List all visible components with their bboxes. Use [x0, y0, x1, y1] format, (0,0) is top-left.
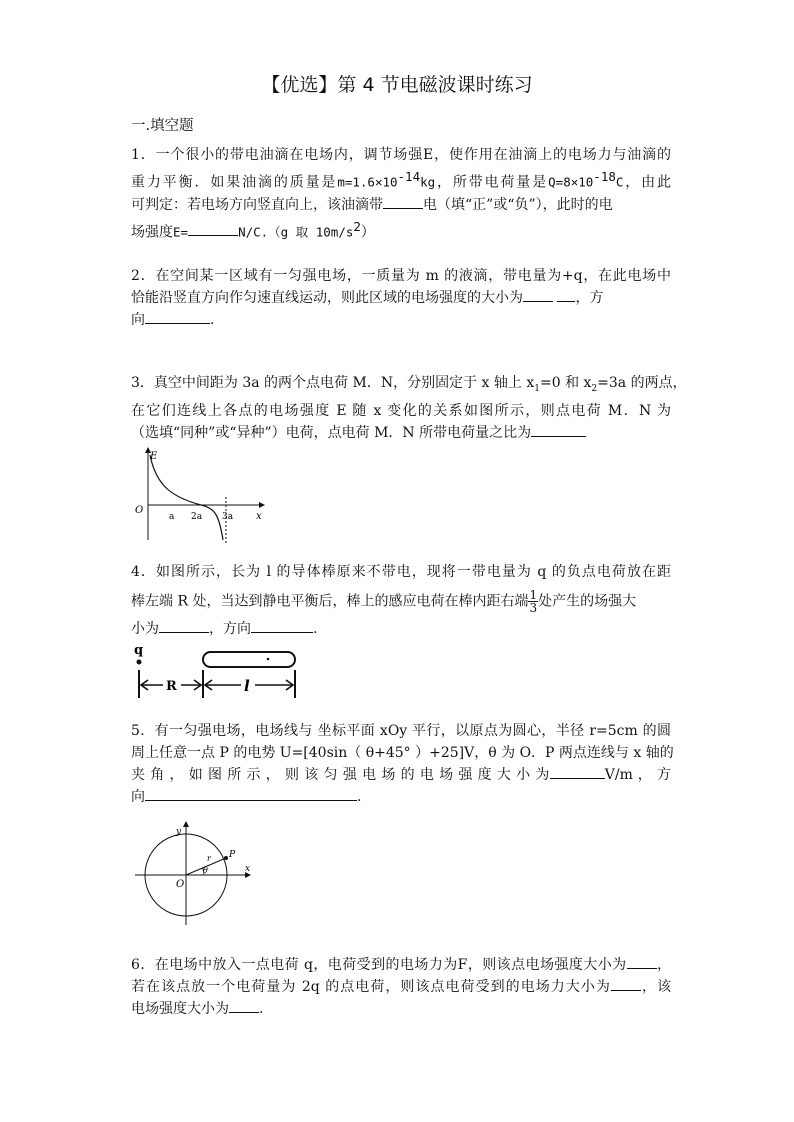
q4-line-2: [131, 589, 671, 614]
q3-text: （选填“同种”或“异种”）电荷，点电荷 M．N 所带电荷量之比为: [131, 424, 532, 441]
q3-field-curve: [150, 455, 223, 540]
q3-blank-ratio[interactable]: [531, 422, 586, 437]
q3-line-3: [131, 422, 671, 444]
q4-conductor-rod: [203, 652, 295, 667]
q5-text: V/m ， 方: [604, 767, 671, 783]
section-heading: 一.填空题: [131, 118, 194, 134]
q5-line-4: [131, 786, 671, 808]
q4-line-1: 4．如图所示，长为 l 的导体棒原来不带电，现将一带电量为 q 的负点电荷放在距: [131, 564, 671, 580]
q5-y-arrow-icon: [183, 821, 189, 827]
q4-charge-label: q: [134, 643, 144, 658]
q1-unit-exp: 2: [353, 218, 361, 234]
q2-line-2: [131, 287, 671, 309]
q4-text: ，方向: [209, 621, 251, 637]
q5-origin-label: O: [176, 879, 185, 890]
q4-point-charge: [137, 660, 142, 665]
q6-blank-force[interactable]: [611, 976, 641, 991]
q1-charge-exp: -18: [593, 169, 616, 184]
q3-x-arrow-icon: [259, 502, 265, 508]
q4-text: 处产生的场强大: [538, 593, 637, 610]
q6-text: 6．在电场中放入一点电荷 q，电荷受到的电场力为F，则该点电场强度大小为: [131, 957, 627, 973]
question-6: [131, 954, 671, 1020]
q6-text: 若在该点放一个电荷量为 2q 的点电荷，则该点电荷受到的电场力大小为: [131, 979, 611, 995]
q6-text: 电场强度大小为: [131, 1001, 229, 1017]
q1-charge: Q=8×10: [548, 174, 594, 190]
q3-sub: 1: [534, 383, 540, 394]
q5-point-p: [224, 856, 228, 860]
q3-origin-label: O: [135, 505, 144, 516]
q1-line-3: [131, 194, 671, 216]
q2-blank-magnitude-a[interactable]: [523, 287, 553, 302]
q3-text: =0 和 x: [539, 375, 592, 391]
q6-line-3: [131, 998, 671, 1020]
q1-charge-unit: C: [615, 174, 624, 190]
q4-line-3: [131, 618, 671, 640]
q3-e-x-graph: [131, 445, 271, 545]
q6-text: .: [259, 1001, 264, 1017]
q5-blank-direction[interactable]: [145, 786, 357, 801]
q5-line-1: 5．有一匀强电场，电场线与 坐标平面 xOy 平行，以原点为圆心，半径 r=5cm 的圆: [131, 723, 671, 739]
q1-unit: N/C.（g 取 10m/s: [238, 224, 354, 240]
q4-text: .: [313, 621, 318, 637]
q6-text: ，: [656, 957, 672, 973]
q3-text: 3．真空中间距为 3a 的两个点电荷 M．N，分别固定于 x 轴上 x: [131, 375, 535, 391]
q4-text: 棒左端 R 处，当达到静电平衡后，棒上的感应电荷在棒内距右端: [131, 593, 529, 610]
q3-line-2: 在它们连线上各点的电场强度 E 随 x 变化的关系如图所示，则点电荷 M．N 为: [131, 402, 671, 419]
q4-fraction: [528, 589, 538, 614]
question-2: [131, 265, 671, 331]
q4-rod-figure: [131, 640, 311, 702]
q4-frac-den: 3: [529, 601, 538, 615]
q4-blank-magnitude[interactable]: [159, 618, 209, 633]
q6-line-1: [131, 954, 671, 976]
q6-text: ，该: [640, 979, 671, 995]
q2-blank-direction[interactable]: [145, 309, 210, 324]
q1-line-2: [131, 166, 671, 194]
q1-text: 可判定：若电场方向竖直向上，该油滴带: [131, 196, 383, 213]
q1-blank-sign[interactable]: [383, 194, 423, 209]
question-1: [131, 144, 671, 243]
q2-text: 向: [131, 312, 145, 328]
question-3: [131, 372, 687, 444]
q6-blank-field[interactable]: [627, 954, 657, 969]
q5-text: .: [357, 789, 362, 805]
q3-tick-a: a: [169, 512, 175, 522]
q5-text: 夹 角 ， 如 图 所 示 ， 则 该 匀 强 电 场 的 电 场 强 度 大 小 为: [131, 767, 550, 783]
q1-text: 电（填“正”或“负”），此时的电: [423, 196, 613, 213]
q3-tick-3a: 3a: [222, 512, 234, 522]
q2-text: 恰能沿竖直方向作匀速直线运动，则此区域的电场强度的大小为: [131, 290, 523, 306]
q4-l-label: l: [244, 677, 250, 695]
q1-mass-exp: -14: [397, 169, 421, 184]
q3-text: =3a 的两点，: [597, 375, 687, 391]
q1-text: ，所带电荷量是: [435, 174, 549, 191]
q5-text: 向: [131, 789, 145, 805]
q1-line-1: 1．一个很小的带电油滴在电场内，调节场强E，使作用在油滴上的电场力与油滴的: [131, 147, 671, 163]
question-5: [131, 720, 674, 808]
q1-mass-unit: kg: [420, 174, 436, 190]
q1-text: ）: [360, 224, 375, 241]
q1-field: E=: [173, 224, 189, 240]
q1-line-4: [131, 216, 671, 244]
q2-line-3: [131, 309, 671, 331]
q5-x-label: x: [245, 864, 251, 874]
q4-blank-direction[interactable]: [251, 618, 313, 633]
q2-blank-magnitude-b[interactable]: [557, 287, 575, 302]
q3-line-1: [131, 372, 687, 400]
q1-mass: m=1.6×10: [337, 174, 398, 190]
q3-e-label: E: [150, 451, 158, 462]
q5-theta-label: θ: [203, 866, 208, 875]
q5-circle-figure: [131, 818, 256, 928]
q2-text: ，方: [575, 290, 604, 306]
q4-text: 小为: [131, 621, 159, 637]
q5-line-2: 周上任意一点 P 的电势 U=[40sin（ θ+45° ）+25]V，θ 为 O．P 两点连线与 x 轴的: [131, 745, 674, 761]
q6-line-2: [131, 976, 671, 998]
q5-p-label: P: [229, 850, 236, 860]
question-4: [131, 561, 671, 640]
q5-blank-magnitude[interactable]: [550, 764, 605, 779]
q6-blank-field-2[interactable]: [229, 998, 259, 1013]
q4-r-label: R: [166, 679, 177, 694]
q5-line-3: [131, 764, 671, 786]
q1-text: ，由此: [623, 174, 672, 191]
q1-text: 重力平衡．如果油滴的质量是: [131, 174, 338, 191]
q4-frac-num: 1: [529, 588, 538, 602]
q2-line-1: 2．在空间某一区域有一匀强电场，一质量为 m 的液滴，带电量为+q，在此电场中: [131, 268, 671, 284]
q1-blank-field[interactable]: [188, 221, 238, 236]
q5-y-label: y: [176, 827, 182, 837]
q2-text: .: [210, 312, 215, 328]
page-title: 【优选】第 4 节电磁波课时练习: [261, 74, 533, 96]
q3-tick-2a: 2a: [191, 512, 203, 522]
q3-x-label: x: [256, 511, 262, 522]
q1-text: 场强度: [131, 224, 173, 241]
q3-sub: 2: [591, 383, 598, 394]
q4-rod-point: [267, 658, 270, 661]
q5-r-label: r: [207, 854, 211, 863]
